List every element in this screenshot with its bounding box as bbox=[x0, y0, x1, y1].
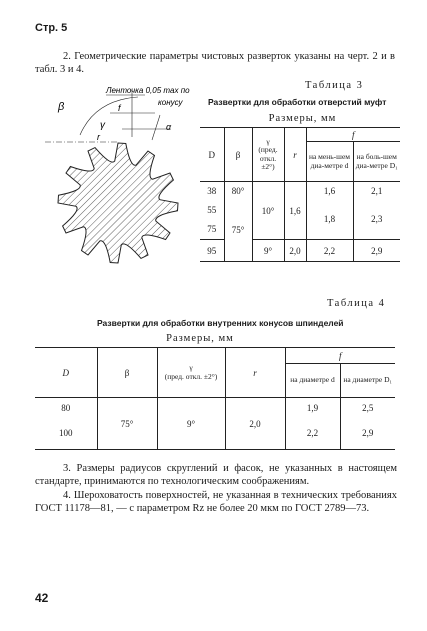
t3-F-21: 2,1 bbox=[371, 185, 383, 196]
t4-head-r: r bbox=[225, 348, 285, 398]
t3-D-95: 95 bbox=[200, 240, 224, 262]
paragraph-4: 4. Шероховатость поверхностей, не указанная в технических требованиях ГОСТ 11178—81, — с параметром Rz не более 20 мкм по ГОСТ 2789—73. bbox=[35, 490, 397, 514]
t3-D-75: 75 bbox=[200, 220, 224, 240]
t4-f-22: 2,2 bbox=[285, 418, 340, 450]
t3-head-beta: β bbox=[224, 128, 252, 182]
t3-head-f-small: на мень-шем диа-метре d bbox=[306, 142, 353, 182]
t4-F-29: 2,9 bbox=[362, 428, 374, 439]
t3-F-29: 2,9 bbox=[371, 245, 383, 256]
reamer-cross-section-drawing bbox=[40, 85, 205, 270]
t4-head-f-large: на диаметре D₁ bbox=[343, 375, 393, 385]
t3-r-16: 1,6 bbox=[284, 182, 306, 240]
t3-f-16: 1,6 bbox=[306, 182, 353, 200]
t3-f-18: 1,8 bbox=[306, 200, 353, 240]
land-label-line1: Ленточка 0,05 max по bbox=[106, 86, 190, 95]
t4-f-19: 1,9 bbox=[285, 398, 340, 418]
t3-f-22: 2,2 bbox=[306, 240, 353, 262]
table3-title: Развертки для обработки отверстий муфт bbox=[208, 97, 387, 107]
table4 bbox=[35, 347, 395, 450]
t3-r-20: 2,0 bbox=[284, 240, 306, 262]
t3-F-23: 2,3 bbox=[371, 214, 383, 225]
t3-head-gamma-note: (пред. откл. ±2°) bbox=[258, 145, 278, 171]
t4-head-gamma bbox=[157, 348, 225, 398]
paragraph-2: 2. Геометрические параметры чистовых разверток указаны на черт. 2 и в табл. 3 и 4. bbox=[35, 51, 395, 75]
t4-head-f-small: на диаметре d bbox=[285, 364, 340, 398]
table4-razmery: Размеры, мм bbox=[166, 333, 234, 344]
t4-head-D: D bbox=[35, 348, 97, 398]
gamma-label: γ bbox=[100, 120, 105, 131]
t3-D-55: 55 bbox=[200, 200, 224, 220]
t4-head-gamma-note: (пред. откл. ±2°) bbox=[164, 371, 218, 381]
t3-head-D: D bbox=[200, 128, 224, 182]
r-label: r bbox=[97, 132, 100, 142]
t4-F-25: 2,5 bbox=[362, 402, 374, 413]
table4-title: Развертки для обработки внутренних конусов шпинделей bbox=[97, 318, 344, 328]
table3-razmery: Размеры, мм bbox=[268, 113, 337, 124]
land-label-line2: конусу bbox=[158, 98, 183, 107]
t3-beta-80: 80° bbox=[224, 182, 252, 200]
f-label: f bbox=[118, 103, 121, 113]
table4-number: Таблица 4 bbox=[327, 298, 386, 309]
t3-D-38: 38 bbox=[200, 182, 224, 200]
t3-head-r: r bbox=[284, 128, 306, 182]
beta-label: β bbox=[58, 101, 65, 113]
t4-D-80: 80 bbox=[35, 398, 97, 418]
t4-head-beta: β bbox=[97, 348, 157, 398]
paragraph-3: 3. Размеры радиусов скруглений и фасок, не указанных в настоящем стандарте, принимаются по технологическим соображениям. bbox=[35, 463, 397, 487]
t4-D-100: 100 bbox=[35, 418, 97, 450]
t4-beta: 75° bbox=[97, 398, 157, 450]
t4-head-f: f bbox=[285, 348, 395, 364]
t3-head-gamma-symbol: γ bbox=[266, 136, 270, 146]
t4-gamma: 9° bbox=[157, 398, 225, 450]
t4-head-gamma-symbol: γ bbox=[189, 363, 193, 372]
t3-gamma-10: 10° bbox=[252, 182, 284, 240]
t4-r: 2,0 bbox=[225, 398, 285, 450]
t3-head-f-large: на боль-шем диа-метре D₁ bbox=[355, 152, 398, 170]
t3-head-f: f bbox=[306, 128, 400, 142]
page-header: Стр. 5 bbox=[35, 22, 68, 34]
t3-beta-75: 75° bbox=[224, 200, 252, 262]
table3 bbox=[200, 127, 400, 262]
page-number: 42 bbox=[35, 591, 49, 605]
alpha-label: α bbox=[166, 122, 172, 132]
t3-head-gamma bbox=[252, 128, 284, 182]
table3-number: Таблица 3 bbox=[305, 80, 364, 91]
t3-gamma-9: 9° bbox=[252, 240, 284, 262]
